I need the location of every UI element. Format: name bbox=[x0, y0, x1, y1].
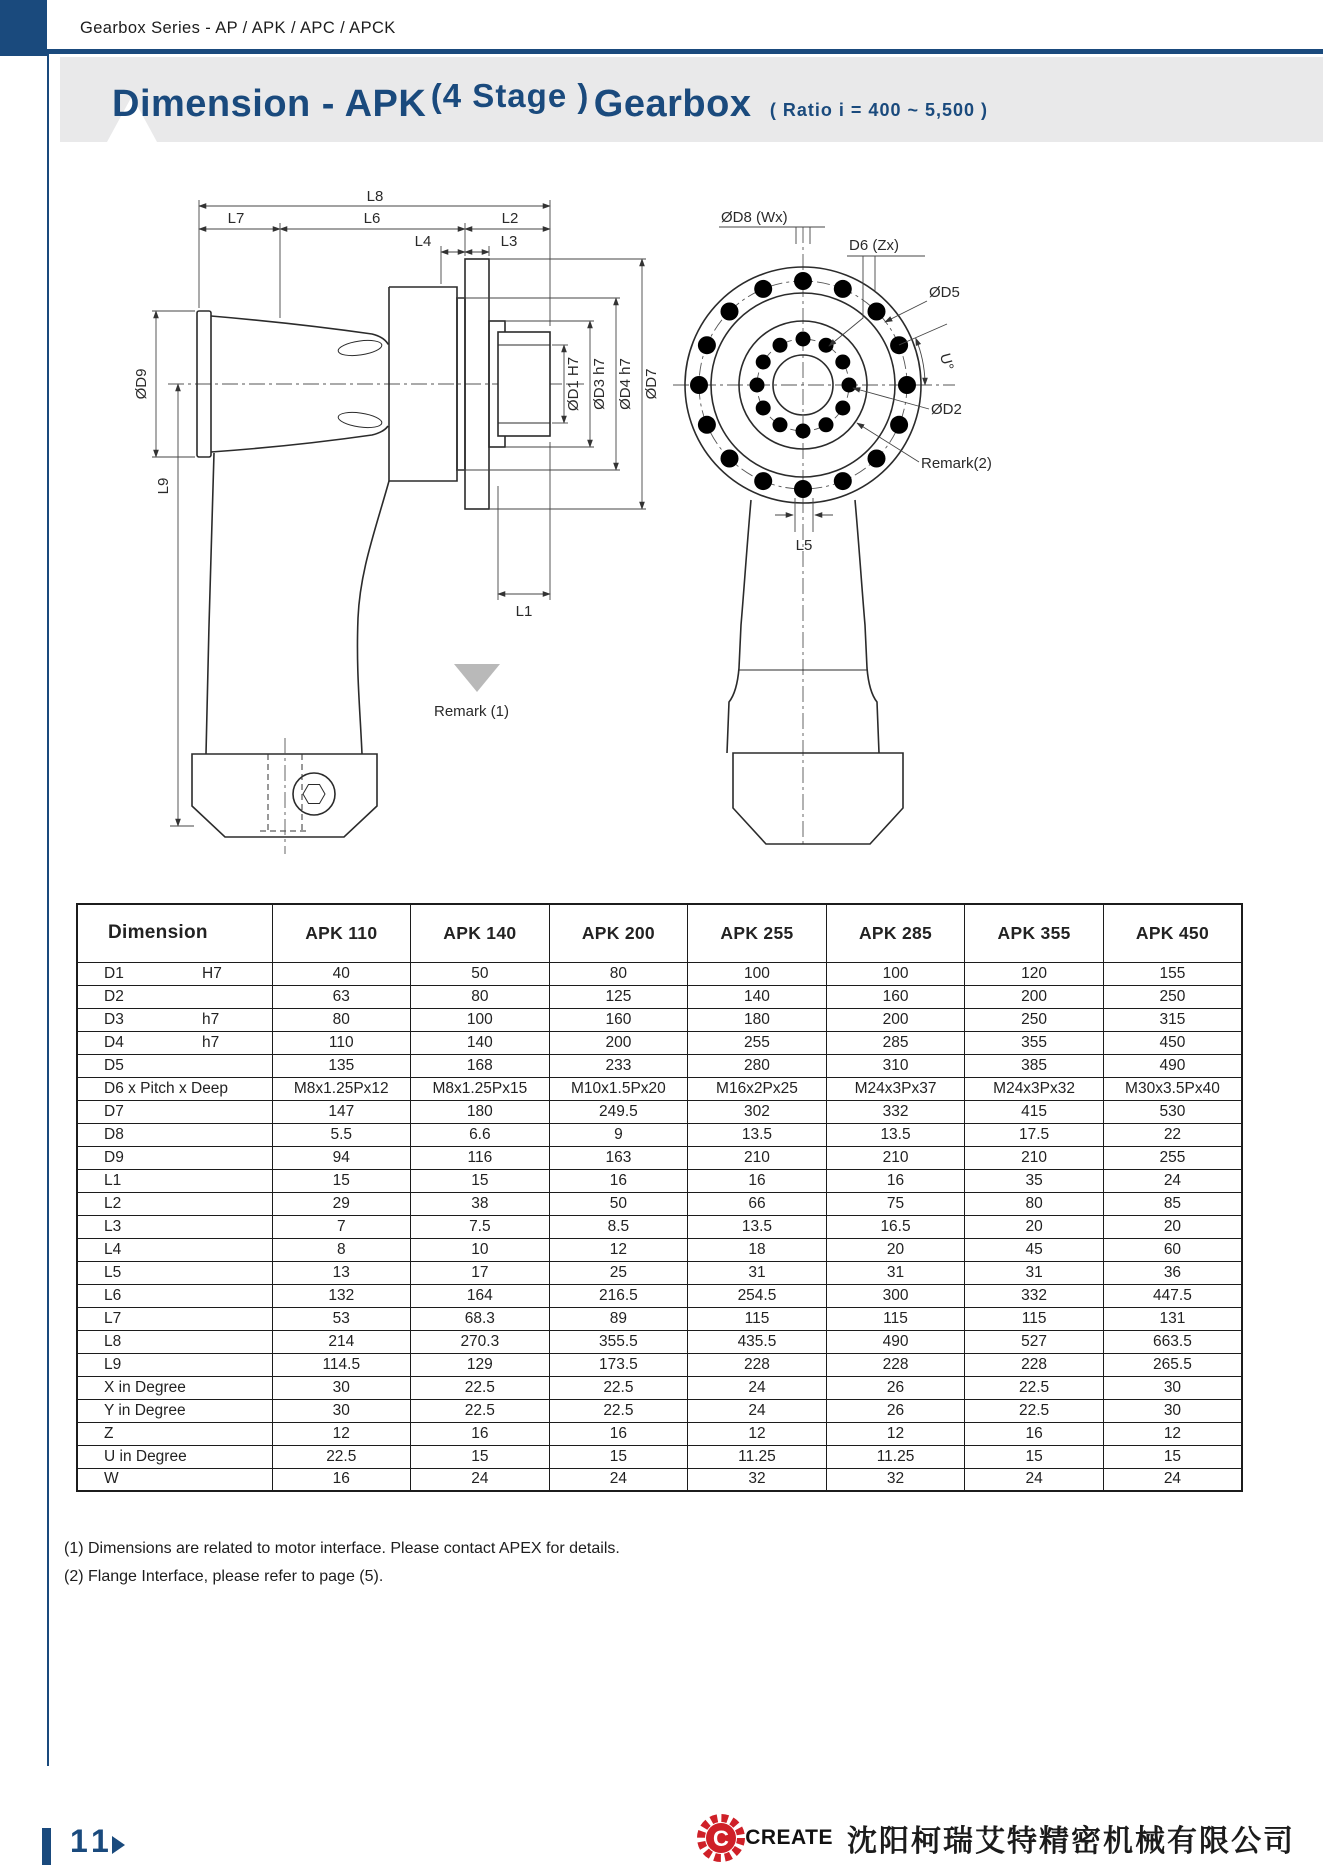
table-row-d6-x-pitch-x-deep bbox=[77, 1077, 1242, 1100]
value-cell: 200 bbox=[549, 1031, 688, 1054]
value-cell: 140 bbox=[688, 985, 827, 1008]
value-cell: 12 bbox=[688, 1422, 827, 1445]
value-cell: 332 bbox=[826, 1100, 965, 1123]
value-cell: 25 bbox=[549, 1261, 688, 1284]
value-cell: 254.5 bbox=[688, 1284, 827, 1307]
dimension-label-cell: Y in Degree bbox=[77, 1399, 272, 1422]
value-cell: 24 bbox=[965, 1468, 1104, 1491]
dim-label-u: U° bbox=[935, 351, 957, 373]
remark-1-callout bbox=[434, 664, 509, 720]
value-cell: 11.25 bbox=[688, 1445, 827, 1468]
value-cell: 147 bbox=[272, 1100, 411, 1123]
value-cell: 80 bbox=[272, 1008, 411, 1031]
dimension-label-cell: X in Degree bbox=[77, 1376, 272, 1399]
value-cell: 26 bbox=[826, 1399, 965, 1422]
value-cell: 16 bbox=[549, 1422, 688, 1445]
dim-label-l3: L3 bbox=[500, 233, 518, 250]
value-cell: 36 bbox=[1103, 1261, 1242, 1284]
value-cell: 210 bbox=[826, 1146, 965, 1169]
value-cell: 200 bbox=[826, 1008, 965, 1031]
value-cell: 30 bbox=[1103, 1376, 1242, 1399]
dimension-label-cell: L3 bbox=[77, 1215, 272, 1238]
value-cell: 100 bbox=[826, 962, 965, 985]
value-cell: 24 bbox=[1103, 1169, 1242, 1192]
value-cell: 40 bbox=[272, 962, 411, 985]
dim-label-l9: L9 bbox=[155, 477, 172, 495]
dim-label-d2: ØD2 bbox=[931, 401, 962, 418]
value-cell: 80 bbox=[549, 962, 688, 985]
value-cell: 160 bbox=[826, 985, 965, 1008]
dimension-label-cell: W bbox=[77, 1468, 272, 1491]
value-cell: 8.5 bbox=[549, 1215, 688, 1238]
value-cell: 250 bbox=[1103, 985, 1242, 1008]
dim-label-d1: ØD1 H7 bbox=[565, 356, 582, 412]
table-row-d4 bbox=[77, 1031, 1242, 1054]
value-cell: M8x1.25Px12 bbox=[272, 1077, 411, 1100]
value-cell: 75 bbox=[826, 1192, 965, 1215]
dimension-label-cell: L6 bbox=[77, 1284, 272, 1307]
value-cell: 15 bbox=[1103, 1445, 1242, 1468]
value-cell: 17 bbox=[411, 1261, 550, 1284]
dim-label-l8: L8 bbox=[366, 188, 384, 205]
table-row-l5 bbox=[77, 1261, 1242, 1284]
value-cell: 131 bbox=[1103, 1307, 1242, 1330]
column-header-dimension: Dimension bbox=[77, 904, 272, 962]
title-banner bbox=[60, 57, 1323, 142]
value-cell: 11.25 bbox=[826, 1445, 965, 1468]
value-cell: 22.5 bbox=[549, 1376, 688, 1399]
dim-label-d7: ØD7 bbox=[643, 368, 660, 400]
dimension-label-cell: D3 h7 bbox=[77, 1008, 272, 1031]
value-cell: 310 bbox=[826, 1054, 965, 1077]
value-cell: M16x2Px25 bbox=[688, 1077, 827, 1100]
dimension-label-cell: D9 bbox=[77, 1146, 272, 1169]
value-cell: 9 bbox=[549, 1123, 688, 1146]
value-cell: 164 bbox=[411, 1284, 550, 1307]
column-header-apk-140: APK 140 bbox=[411, 904, 550, 962]
column-header-apk-355: APK 355 bbox=[965, 904, 1104, 962]
column-header-apk-450: APK 450 bbox=[1103, 904, 1242, 962]
value-cell: 355 bbox=[965, 1031, 1104, 1054]
table-row-d2 bbox=[77, 985, 1242, 1008]
table-row-l8 bbox=[77, 1330, 1242, 1353]
table-row-d5 bbox=[77, 1054, 1242, 1077]
value-cell: 31 bbox=[826, 1261, 965, 1284]
value-cell: 68.3 bbox=[411, 1307, 550, 1330]
value-cell: 15 bbox=[411, 1169, 550, 1192]
footer-accent-bar bbox=[42, 1828, 51, 1865]
value-cell: 163 bbox=[549, 1146, 688, 1169]
value-cell: 13.5 bbox=[688, 1123, 827, 1146]
dim-label-d5: ØD5 bbox=[929, 284, 960, 301]
value-cell: 26 bbox=[826, 1376, 965, 1399]
side-view-dimension-lines bbox=[152, 200, 646, 826]
page-arrow-icon bbox=[112, 1836, 125, 1854]
value-cell: 116 bbox=[411, 1146, 550, 1169]
dim-label-l4: L4 bbox=[414, 233, 432, 250]
value-cell: 270.3 bbox=[411, 1330, 550, 1353]
value-cell: M10x1.5Px20 bbox=[549, 1077, 688, 1100]
value-cell: 12 bbox=[1103, 1422, 1242, 1445]
value-cell: 15 bbox=[411, 1445, 550, 1468]
dimension-label-cell: D4 h7 bbox=[77, 1031, 272, 1054]
dimension-label-cell: L2 bbox=[77, 1192, 272, 1215]
header-rule bbox=[47, 49, 1323, 54]
value-cell: 10 bbox=[411, 1238, 550, 1261]
value-cell: 447.5 bbox=[1103, 1284, 1242, 1307]
value-cell: 24 bbox=[1103, 1468, 1242, 1491]
table-row-l2 bbox=[77, 1192, 1242, 1215]
value-cell: 17.5 bbox=[965, 1123, 1104, 1146]
table-row-d9 bbox=[77, 1146, 1242, 1169]
value-cell: 20 bbox=[965, 1215, 1104, 1238]
dimension-label-cell: D8 bbox=[77, 1123, 272, 1146]
value-cell: 490 bbox=[1103, 1054, 1242, 1077]
value-cell: 228 bbox=[965, 1353, 1104, 1376]
column-header-apk-200: APK 200 bbox=[549, 904, 688, 962]
footnotes bbox=[64, 1535, 620, 1591]
column-header-apk-255: APK 255 bbox=[688, 904, 827, 962]
left-margin-rule bbox=[47, 54, 49, 1766]
value-cell: 30 bbox=[272, 1376, 411, 1399]
corner-block bbox=[0, 0, 47, 56]
value-cell: 20 bbox=[1103, 1215, 1242, 1238]
value-cell: 6.6 bbox=[411, 1123, 550, 1146]
dimension-label-cell: L8 bbox=[77, 1330, 272, 1353]
dimension-label-cell: D2 bbox=[77, 985, 272, 1008]
value-cell: 66 bbox=[688, 1192, 827, 1215]
dim-label-l7: L7 bbox=[227, 210, 245, 227]
value-cell: 18 bbox=[688, 1238, 827, 1261]
value-cell: 173.5 bbox=[549, 1353, 688, 1376]
value-cell: 115 bbox=[826, 1307, 965, 1330]
value-cell: 435.5 bbox=[688, 1330, 827, 1353]
dimension-label-cell: D1 H7 bbox=[77, 962, 272, 985]
value-cell: 22.5 bbox=[411, 1399, 550, 1422]
table-row-l9 bbox=[77, 1353, 1242, 1376]
value-cell: 24 bbox=[688, 1399, 827, 1422]
side-view-outline bbox=[168, 259, 584, 854]
value-cell: 16 bbox=[549, 1169, 688, 1192]
value-cell: 135 bbox=[272, 1054, 411, 1077]
dimension-label-cell: L1 bbox=[77, 1169, 272, 1192]
dim-label-l5: L5 bbox=[795, 537, 813, 554]
value-cell: 216.5 bbox=[549, 1284, 688, 1307]
value-cell: 80 bbox=[411, 985, 550, 1008]
title-stage: (4 Stage ) bbox=[430, 77, 590, 114]
dim-label-d3: ØD3 h7 bbox=[591, 358, 608, 410]
value-cell: 16.5 bbox=[826, 1215, 965, 1238]
value-cell: 80 bbox=[965, 1192, 1104, 1215]
value-cell: 100 bbox=[411, 1008, 550, 1031]
value-cell: 110 bbox=[272, 1031, 411, 1054]
value-cell: 22.5 bbox=[549, 1399, 688, 1422]
value-cell: 132 bbox=[272, 1284, 411, 1307]
value-cell: 22 bbox=[1103, 1123, 1242, 1146]
dimension-label-cell: L7 bbox=[77, 1307, 272, 1330]
value-cell: 302 bbox=[688, 1100, 827, 1123]
value-cell: 50 bbox=[549, 1192, 688, 1215]
value-cell: 663.5 bbox=[1103, 1330, 1242, 1353]
value-cell: 22.5 bbox=[965, 1399, 1104, 1422]
table-row-u-in-degree bbox=[77, 1445, 1242, 1468]
dimension-label-cell: D6 x Pitch x Deep bbox=[77, 1077, 272, 1100]
dim-label-d6: D6 (Zx) bbox=[849, 237, 899, 254]
value-cell: 155 bbox=[1103, 962, 1242, 985]
value-cell: 255 bbox=[688, 1031, 827, 1054]
value-cell: M8x1.25Px15 bbox=[411, 1077, 550, 1100]
dimension-label-cell: D7 bbox=[77, 1100, 272, 1123]
value-cell: 12 bbox=[826, 1422, 965, 1445]
value-cell: 228 bbox=[688, 1353, 827, 1376]
table-row-l3 bbox=[77, 1215, 1242, 1238]
value-cell: 265.5 bbox=[1103, 1353, 1242, 1376]
footnote-1: (1) Dimensions are related to motor interface. Please contact APEX for details. bbox=[64, 1540, 620, 1557]
value-cell: 30 bbox=[1103, 1399, 1242, 1422]
value-cell: 180 bbox=[411, 1100, 550, 1123]
value-cell: 160 bbox=[549, 1008, 688, 1031]
title-main: Dimension - APK bbox=[112, 83, 427, 125]
value-cell: 24 bbox=[411, 1468, 550, 1491]
value-cell: 7.5 bbox=[411, 1215, 550, 1238]
dim-label-d9: ØD9 bbox=[133, 368, 150, 400]
value-cell: 16 bbox=[411, 1422, 550, 1445]
value-cell: 315 bbox=[1103, 1008, 1242, 1031]
table-row-l6 bbox=[77, 1284, 1242, 1307]
value-cell: M24x3Px32 bbox=[965, 1077, 1104, 1100]
dimension-label-cell: L5 bbox=[77, 1261, 272, 1284]
value-cell: 250 bbox=[965, 1008, 1104, 1031]
value-cell: 228 bbox=[826, 1353, 965, 1376]
value-cell: 125 bbox=[549, 985, 688, 1008]
value-cell: 22.5 bbox=[965, 1376, 1104, 1399]
value-cell: 85 bbox=[1103, 1192, 1242, 1215]
table-header-row bbox=[77, 904, 1242, 962]
dim-label-l2: L2 bbox=[501, 210, 519, 227]
value-cell: 255 bbox=[1103, 1146, 1242, 1169]
table-row-d7 bbox=[77, 1100, 1242, 1123]
value-cell: 22.5 bbox=[411, 1376, 550, 1399]
dim-label-l6: L6 bbox=[363, 210, 381, 227]
value-cell: 200 bbox=[965, 985, 1104, 1008]
series-breadcrumb: Gearbox Series - AP / APK / APC / APCK bbox=[80, 19, 396, 37]
column-header-apk-110: APK 110 bbox=[272, 904, 411, 962]
value-cell: 332 bbox=[965, 1284, 1104, 1307]
logo-text: CREATE bbox=[745, 1826, 833, 1849]
value-cell: 180 bbox=[688, 1008, 827, 1031]
table-row-w bbox=[77, 1468, 1242, 1491]
company-logo bbox=[693, 1810, 1295, 1866]
table-row-d8 bbox=[77, 1123, 1242, 1146]
table-row-l4 bbox=[77, 1238, 1242, 1261]
value-cell: 94 bbox=[272, 1146, 411, 1169]
dimension-table bbox=[76, 903, 1243, 1492]
value-cell: 29 bbox=[272, 1192, 411, 1215]
dim-label-l1: L1 bbox=[515, 603, 533, 620]
value-cell: 16 bbox=[826, 1169, 965, 1192]
table-row-l7 bbox=[77, 1307, 1242, 1330]
value-cell: 24 bbox=[688, 1376, 827, 1399]
value-cell: 210 bbox=[688, 1146, 827, 1169]
value-cell: 15 bbox=[965, 1445, 1104, 1468]
value-cell: 31 bbox=[688, 1261, 827, 1284]
value-cell: 115 bbox=[688, 1307, 827, 1330]
value-cell: 114.5 bbox=[272, 1353, 411, 1376]
value-cell: 8 bbox=[272, 1238, 411, 1261]
title-product: Gearbox bbox=[593, 83, 752, 125]
remark-2-label: Remark(2) bbox=[921, 455, 992, 472]
dim-label-d4: ØD4 h7 bbox=[617, 358, 634, 410]
gear-logo-icon bbox=[693, 1810, 749, 1866]
value-cell: 15 bbox=[272, 1169, 411, 1192]
value-cell: 32 bbox=[688, 1468, 827, 1491]
value-cell: 22.5 bbox=[272, 1445, 411, 1468]
footnote-2: (2) Flange Interface, please refer to page (5). bbox=[64, 1568, 384, 1585]
value-cell: 415 bbox=[965, 1100, 1104, 1123]
value-cell: 15 bbox=[549, 1445, 688, 1468]
value-cell: 450 bbox=[1103, 1031, 1242, 1054]
value-cell: 168 bbox=[411, 1054, 550, 1077]
value-cell: 20 bbox=[826, 1238, 965, 1261]
value-cell: M24x3Px37 bbox=[826, 1077, 965, 1100]
column-header-apk-285: APK 285 bbox=[826, 904, 965, 962]
value-cell: 13.5 bbox=[688, 1215, 827, 1238]
value-cell: 5.5 bbox=[272, 1123, 411, 1146]
value-cell: 31 bbox=[965, 1261, 1104, 1284]
value-cell: 50 bbox=[411, 962, 550, 985]
table-row-d1 bbox=[77, 962, 1242, 985]
svg-text:C: C bbox=[713, 1826, 730, 1851]
value-cell: 12 bbox=[549, 1238, 688, 1261]
table-row-l1 bbox=[77, 1169, 1242, 1192]
value-cell: 13.5 bbox=[826, 1123, 965, 1146]
value-cell: M30x3.5Px40 bbox=[1103, 1077, 1242, 1100]
front-view-outline bbox=[673, 227, 955, 845]
title-ratio: ( Ratio i = 400 ~ 5,500 ) bbox=[769, 100, 989, 120]
dimension-label-cell: U in Degree bbox=[77, 1445, 272, 1468]
remark-1-label: Remark (1) bbox=[434, 703, 510, 720]
front-view-drawing bbox=[663, 200, 1123, 855]
dimension-label-cell: D5 bbox=[77, 1054, 272, 1077]
value-cell: 210 bbox=[965, 1146, 1104, 1169]
value-cell: 233 bbox=[549, 1054, 688, 1077]
value-cell: 249.5 bbox=[549, 1100, 688, 1123]
value-cell: 100 bbox=[688, 962, 827, 985]
value-cell: 530 bbox=[1103, 1100, 1242, 1123]
table-row-y-in-degree bbox=[77, 1399, 1242, 1422]
value-cell: 16 bbox=[688, 1169, 827, 1192]
value-cell: 115 bbox=[965, 1307, 1104, 1330]
table-row-x-in-degree bbox=[77, 1376, 1242, 1399]
value-cell: 35 bbox=[965, 1169, 1104, 1192]
value-cell: 13 bbox=[272, 1261, 411, 1284]
remark-marker-triangle bbox=[454, 664, 500, 692]
dim-label-d8: ØD8 (Wx) bbox=[721, 209, 788, 226]
value-cell: 16 bbox=[272, 1468, 411, 1491]
value-cell: 53 bbox=[272, 1307, 411, 1330]
value-cell: 32 bbox=[826, 1468, 965, 1491]
value-cell: 280 bbox=[688, 1054, 827, 1077]
value-cell: 527 bbox=[965, 1330, 1104, 1353]
value-cell: 490 bbox=[826, 1330, 965, 1353]
value-cell: 60 bbox=[1103, 1238, 1242, 1261]
page-number: 11 bbox=[70, 1823, 114, 1859]
value-cell: 214 bbox=[272, 1330, 411, 1353]
side-view-drawing bbox=[132, 186, 677, 861]
value-cell: 89 bbox=[549, 1307, 688, 1330]
value-cell: 120 bbox=[965, 962, 1104, 985]
value-cell: 140 bbox=[411, 1031, 550, 1054]
company-name: 沈阳柯瑞艾特精密机械有限公司 bbox=[847, 1825, 1295, 1858]
value-cell: 30 bbox=[272, 1399, 411, 1422]
value-cell: 355.5 bbox=[549, 1330, 688, 1353]
value-cell: 7 bbox=[272, 1215, 411, 1238]
value-cell: 16 bbox=[965, 1422, 1104, 1445]
value-cell: 24 bbox=[549, 1468, 688, 1491]
value-cell: 285 bbox=[826, 1031, 965, 1054]
value-cell: 45 bbox=[965, 1238, 1104, 1261]
table-row-z bbox=[77, 1422, 1242, 1445]
value-cell: 300 bbox=[826, 1284, 965, 1307]
page-title bbox=[112, 77, 989, 126]
dimension-label-cell: L9 bbox=[77, 1353, 272, 1376]
dimension-label-cell: L4 bbox=[77, 1238, 272, 1261]
value-cell: 129 bbox=[411, 1353, 550, 1376]
value-cell: 12 bbox=[272, 1422, 411, 1445]
value-cell: 38 bbox=[411, 1192, 550, 1215]
value-cell: 63 bbox=[272, 985, 411, 1008]
dimension-label-cell: Z bbox=[77, 1422, 272, 1445]
table-row-d3 bbox=[77, 1008, 1242, 1031]
value-cell: 385 bbox=[965, 1054, 1104, 1077]
